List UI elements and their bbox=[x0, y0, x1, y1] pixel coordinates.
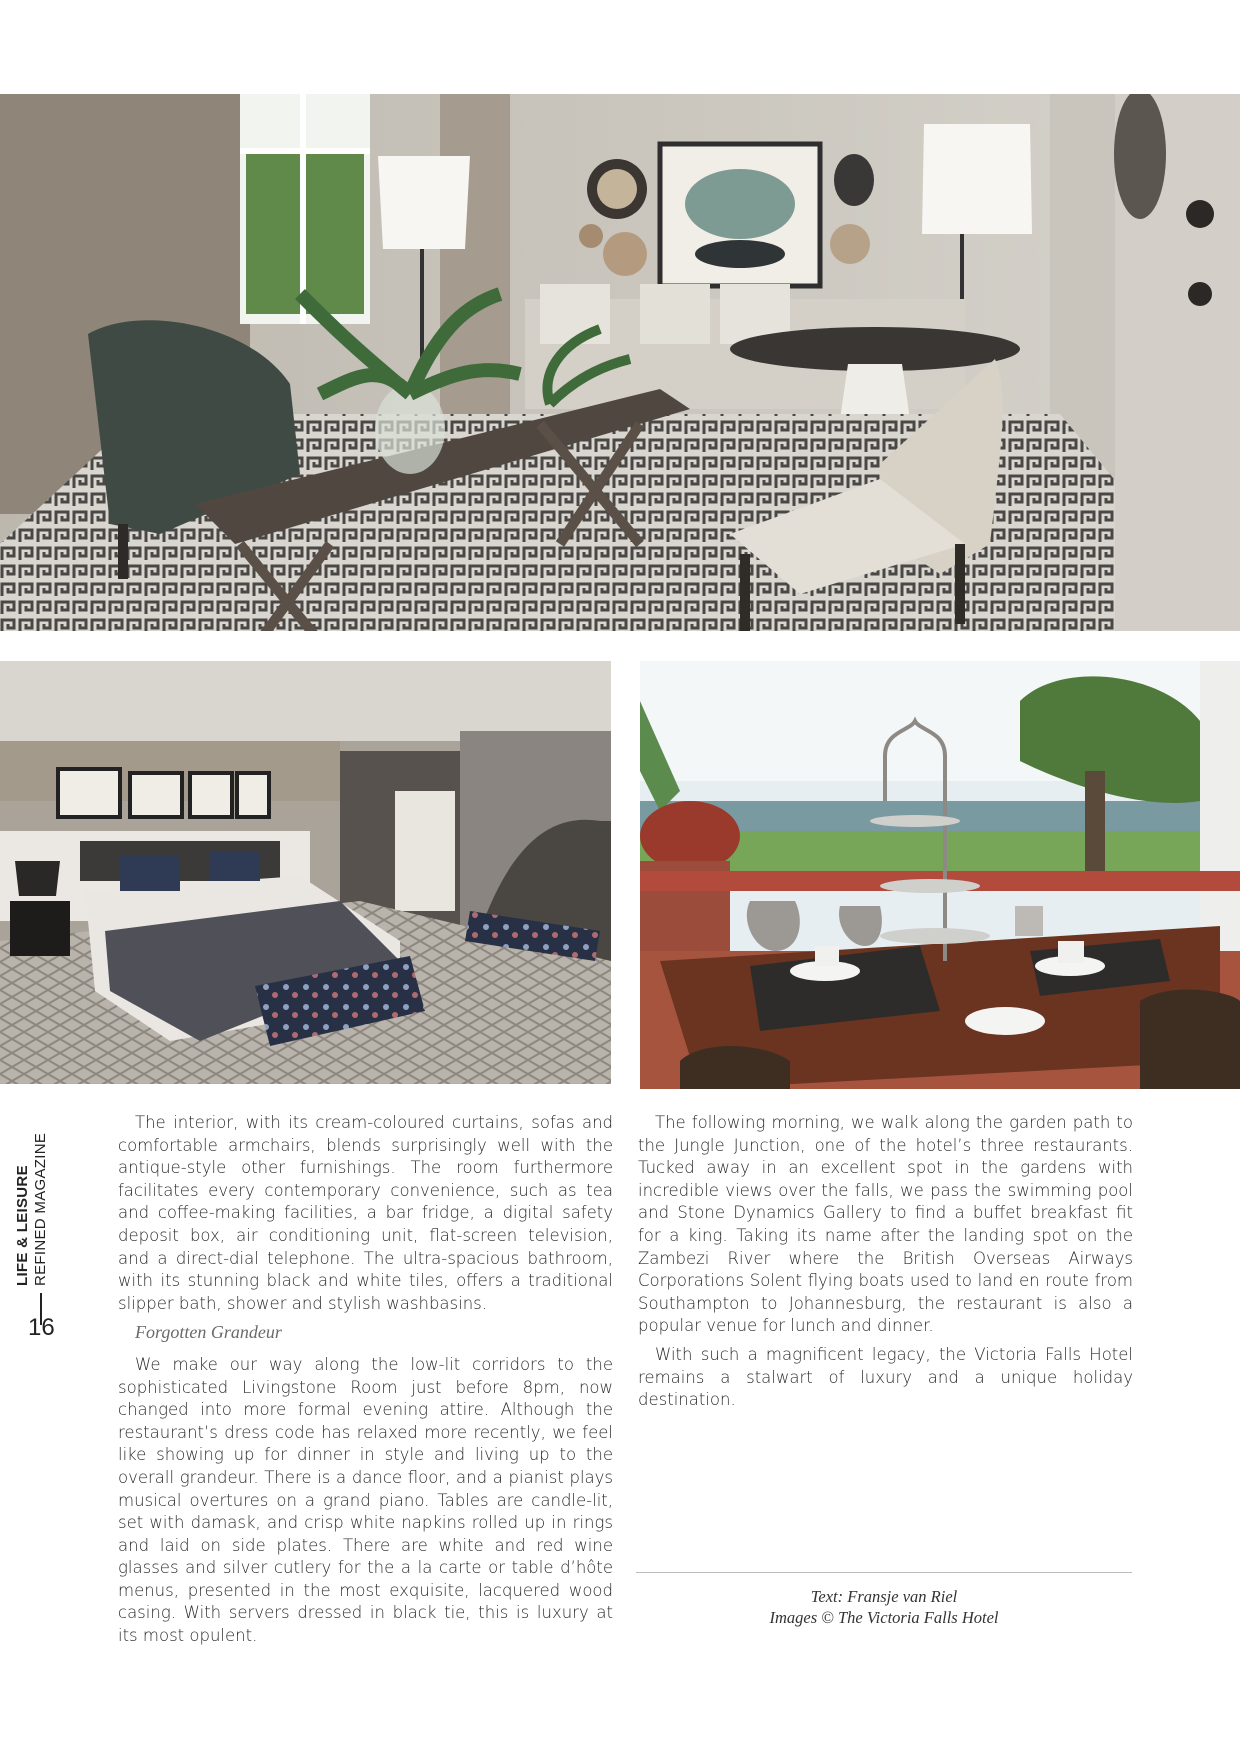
credits bbox=[636, 1586, 1132, 1628]
paragraph: The interior, with its cream-coloured curtains, sofas and comfortable armchairs, blends surprisingly well with the antique-style other furnishings. The room furthermore facilitates every contemporary convenience, such as tea and coffee-making facilities, a bar fridge, a digital safety deposit box, air conditioning unit, flat-screen television, and a direct-dial telephone. The ultra-spacious bathroom, with its stunning black and white tiles, offers a traditional slipper bath, shower and stylish washbasins. bbox=[118, 1113, 613, 1313]
image-credit: Images © The Victoria Falls Hotel bbox=[769, 1608, 999, 1627]
text-credit: Text: Fransje van Riel bbox=[810, 1587, 958, 1606]
section-title: LIFE & LEISURE bbox=[14, 1165, 31, 1286]
section-label bbox=[14, 1132, 58, 1286]
terrace-photo bbox=[640, 661, 1240, 1089]
subheading: Forgotten Grandeur bbox=[135, 1322, 282, 1343]
lounge-photo bbox=[0, 94, 1240, 631]
credits-divider bbox=[636, 1572, 1132, 1573]
paragraph: The following morning, we walk along the garden path to the Jungle Junction, one of the hotel’s three restaurants. Tucked away in an excellent spot in the gardens with incredible views over the falls, we pass the swimming pool and Stone Dynamics Gallery to find a buffet breakfast fit for a king. Taking its name after the landing spot on the Zambezi River where the British Overseas Airways Corporations Solent flying boats used to land en route from Southampton to Johannesburg, the restaurant is also a popular venue for lunch and dinner. bbox=[638, 1113, 1133, 1336]
article-left-column bbox=[118, 1112, 613, 1654]
paragraph: With such a magnificent legacy, the Victoria Falls Hotel remains a stalwart of luxury and a unique holiday destination. bbox=[638, 1344, 1133, 1410]
bedroom-photo bbox=[0, 661, 611, 1084]
publication-name: REFINED MAGAZINE bbox=[32, 1132, 49, 1286]
paragraph: We make our way along the low-lit corridors to the sophisticated Livingstone Room just before 8pm, now changed into more formal evening attire. Although the restaurant’s dress code has relaxed more recently, we feel like showing up for dinner in style and living up to the overall grandeur. There is a dance floor, and a pianist plays musical overtures on a grand piano. Tables are candle-lit, set with damask, and crisp white napkins rolled up in rings and laid on side plates. There are white and red wine glasses and silver cutlery for the a la carte or table d’hôte menus, presented in the most exquisite, lacquered wood casing. With servers dressed in black tie, this is luxury at its most opulent. bbox=[118, 1354, 613, 1646]
article-right-column bbox=[638, 1112, 1133, 1418]
page-number: 16 bbox=[28, 1314, 55, 1341]
